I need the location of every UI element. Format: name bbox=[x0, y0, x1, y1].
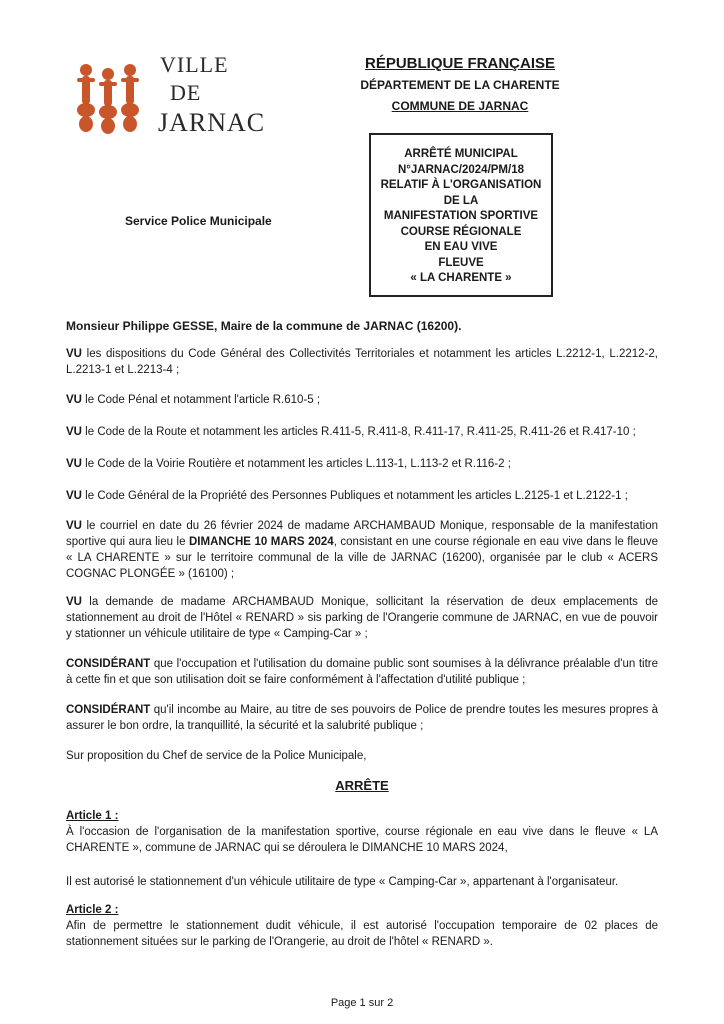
mayor-statement: Monsieur Philippe GESSE, Maire de la commune de JARNAC (16200). bbox=[66, 319, 462, 333]
vu-text: le Code Pénal et notamment l'article R.610-5 ; bbox=[81, 394, 321, 406]
vu-text: le Code de la Route et notamment les articles R.411-5, R.411-8, R.411-17, R.411-25, R.411-26 et R.417-10 ; bbox=[81, 426, 636, 438]
proposition-line: Sur proposition du Chef de service de la Police Municipale, bbox=[66, 750, 367, 762]
arrete-heading bbox=[0, 778, 724, 793]
article-1 bbox=[66, 808, 658, 856]
box-line: ARRÊTÉ MUNICIPAL bbox=[404, 148, 518, 160]
vu-paragraph-1 bbox=[66, 346, 658, 378]
article-2-para-1: Afin de permettre le stationnement dudit véhicule, il est autorisé l'occupation temporaire de 02 places de stationnement situées sur le parking de l'Orangerie, au droit de l'hôtel « RENARD ». bbox=[66, 920, 658, 948]
box-line: RELATIF À L'ORGANISATION bbox=[380, 179, 542, 191]
box-line: N°JARNAC/2024/PM/18 bbox=[397, 163, 525, 176]
vu-lead: VU bbox=[66, 520, 82, 532]
considerant-paragraph-1 bbox=[66, 656, 658, 688]
vu-text: la demande de madame ARCHAMBAUD Monique, sollicitant la réservation de deux emplacements de stationnement au droit de l'Hôtel « RENARD » sis parking de l'Orangerie commune de JARNAC, en vue de pouvoir y stationner un véhicule utilitaire de type « Camping-Car » ; bbox=[66, 596, 658, 640]
vu-text: les dispositions du Code Général des Collectivités Territoriales et notamment les articles L.2212-1, L.2212-2, L.2213-1 et L.2213-4 ; bbox=[66, 348, 658, 376]
commune-heading: COMMUNE DE JARNAC bbox=[391, 99, 529, 113]
vu-text: le courriel en date du 26 février 2024 de madame ARCHAMBAUD Monique, responsable de la manifestation sportive qui aura lieu le bbox=[66, 520, 658, 548]
logo-line-de: DE bbox=[170, 80, 202, 105]
box-line: FLEUVE bbox=[438, 256, 484, 269]
considerant-text: que l'occupation et l'utilisation du domaine public sont soumises à la délivrance préalable d'un titre à cette fin et que son utilisation doit se faire conformément à l'affectation d'utilité publique ; bbox=[66, 658, 658, 686]
arrete-title-box bbox=[369, 133, 553, 297]
vu-text: le Code de la Voirie Routière et notamment les articles L.113-1, L.113-2 et R.116-2 ; bbox=[81, 458, 511, 470]
vu-paragraph-7 bbox=[66, 594, 658, 642]
article-1-title: Article 1 : bbox=[66, 810, 119, 822]
considerant-lead: CONSIDÉRANT bbox=[66, 658, 151, 670]
service-label: Service Police Municipale bbox=[125, 214, 272, 228]
logo-figures-icon bbox=[74, 60, 144, 140]
logo-line-ville: VILLE bbox=[160, 52, 229, 77]
box-line: « LA CHARENTE » bbox=[410, 272, 512, 284]
departement-heading: DÉPARTEMENT DE LA CHARENTE bbox=[360, 78, 560, 92]
box-line: DE LA bbox=[443, 194, 479, 207]
box-line: EN EAU VIVE bbox=[424, 241, 498, 253]
vu-paragraph-2 bbox=[66, 392, 658, 408]
article-2-title: Article 2 : bbox=[66, 904, 119, 916]
vu-paragraph-6 bbox=[66, 518, 658, 582]
event-date: DIMANCHE 10 MARS 2024 bbox=[188, 536, 334, 548]
vu-lead: VU bbox=[66, 348, 82, 360]
vu-paragraph-3 bbox=[66, 424, 658, 440]
box-line: COURSE RÉGIONALE bbox=[400, 225, 522, 238]
article-1-para-2: Il est autorisé le stationnement d'un véhicule utilitaire de type « Camping-Car », appartenant à l'organisateur. bbox=[66, 876, 619, 888]
vu-paragraph-5 bbox=[66, 488, 658, 504]
considerant-lead: CONSIDÉRANT bbox=[66, 704, 151, 716]
republique-heading: RÉPUBLIQUE FRANÇAISE bbox=[364, 55, 555, 72]
vu-lead: VU bbox=[66, 426, 82, 438]
article-1-para-1: À l'occasion de l'organisation de la manifestation sportive, course régionale en eau vive dans le fleuve « LA CHARENTE », commune de JARNAC qui se déroulera le DIMANCHE 10 MARS 2024, bbox=[66, 826, 658, 854]
page-number: Page 1 sur 2 bbox=[330, 997, 394, 1009]
vu-lead: VU bbox=[66, 490, 82, 502]
vu-text: , consistant en une course régionale en eau vive dans le fleuve « LA CHARENTE » sur le territoire communal de la ville de JARNAC (16200), organisée par le club « ACERS COGNAC PLONGÉE » (16100) ; bbox=[66, 536, 658, 580]
considerant-paragraph-2 bbox=[66, 702, 658, 734]
article-2 bbox=[66, 902, 658, 950]
logo-line-jarnac: JARNAC bbox=[158, 108, 266, 137]
vu-text: le Code Général de la Propriété des Personnes Publiques et notamment les articles L.2125-1 et L.2122-1 ; bbox=[81, 490, 628, 502]
city-logo bbox=[74, 52, 264, 147]
arrete-heading-text: ARRÊTE bbox=[335, 778, 389, 793]
vu-lead: VU bbox=[66, 394, 82, 406]
vu-lead: VU bbox=[66, 596, 82, 608]
vu-lead: VU bbox=[66, 458, 82, 470]
box-line: MANIFESTATION SPORTIVE bbox=[383, 210, 539, 222]
considerant-text: qu'il incombe au Maire, au titre de ses pouvoirs de Police de prendre toutes les mesures propres à assurer le bon ordre, la tranquillité, la sécurité et la salubrité publique ; bbox=[66, 704, 658, 732]
vu-paragraph-4 bbox=[66, 456, 658, 472]
